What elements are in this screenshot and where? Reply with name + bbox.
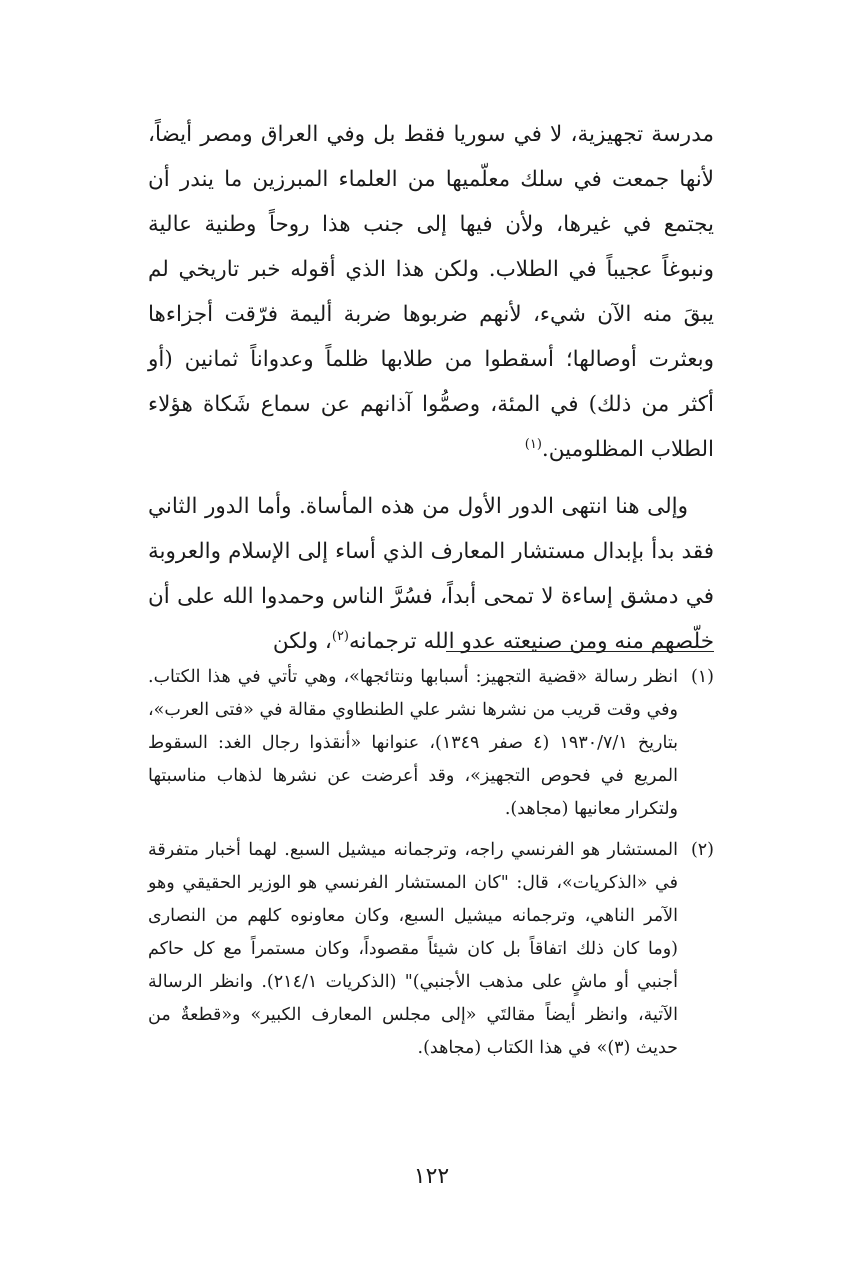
footnote-reference: (٢) (331, 628, 349, 644)
footnote-separator (446, 651, 714, 652)
footnotes (148, 661, 714, 1073)
footnote-text: انظر رسالة «قضية التجهيز: أسبابها ونتائجها»، وهي تأتي في هذا الكتاب. وفي وقت قريب من نشرها نشر علي الطنطاوي مقالة في «فتى العرب»، بتاريخ ١٩٣٠/٧/١ (٤ صفر ١٣٤٩)، عنوانها «أنقذوا رجال الغد: السقوط المريع في فحوص التجهيز»، وقد أعرضت عن نشرها لذهاب مناسبتها ولتكرار معانيها (مجاهد). (148, 667, 678, 819)
main-text (148, 112, 714, 664)
page-number: ١٢٢ (413, 1164, 450, 1189)
paragraph-text: وإلى هنا انتهى الدور الأول من هذه المأساة. وأما الدور الثاني فقد بدأ بإبدال مستشار المعارف الذي أساء إلى الإسلام والعروبة في دمشق إساءة لا تمحى أبداً، فسُرَّ الناس وحمدوا الله على أن خلّصهم منه ومن صنيعته عدو الله ترجمانه (148, 494, 714, 654)
footnote-text: المستشار هو الفرنسي راجه، وترجمانه ميشيل السبع. لهما أخبار متفرقة في «الذكريات»، قال: "كان المستشار الفرنسي هو الوزير الحقيقي وهو الآمر الناهي، وترجمانه ميشيل السبع، وكان معاونوه كلهم من النصارى (وما كان ذلك اتفاقاً بل كان شيئاً مقصوداً، وكان مستمراً مع كل حاكم أجنبي أو ماشٍ على مذهب الأجنبي)" (الذكريات ٢١٤/١). وانظر الرسالة الآتية، وانظر أيضاً مقالتَي «إلى مجلس المعارف الكبير» و«قطعةٌ من حديث (٣)» في هذا الكتاب (مجاهد). (148, 840, 678, 1058)
paragraph (148, 112, 714, 472)
paragraph-text: ، ولكن (272, 629, 332, 654)
footnote (148, 661, 714, 826)
footnote-reference: (١) (524, 436, 542, 452)
paragraph (148, 484, 714, 664)
footnote-number: (٢) (690, 840, 714, 860)
paragraph-text: مدرسة تجهيزية، لا في سوريا فقط بل وفي العراق ومصر أيضاً، لأنها جمعت في سلك معلّميها من العلماء المبرزين ما يندر أن يجتمع في غيرها، ولأن فيها إلى جنب هذا روحاً وطنية عالية ونبوغاً عجيباً في الطلاب. ولكن هذا الذي أقوله خبر تاريخي لم يبقَ منه الآن شيء، لأنهم ضربوها ضربة أليمة فرّقت أجزاءها وبعثرت أوصالها؛ أسقطوا من طلابها ظلماً وعدواناً ثمانين (أو أكثر من ذلك) في المئة، وصمُّوا آذانهم عن سماع شَكاة هؤلاء الطلاب المظلومين. (148, 122, 714, 462)
footnote-number: (١) (690, 667, 714, 687)
footnote (148, 834, 714, 1065)
